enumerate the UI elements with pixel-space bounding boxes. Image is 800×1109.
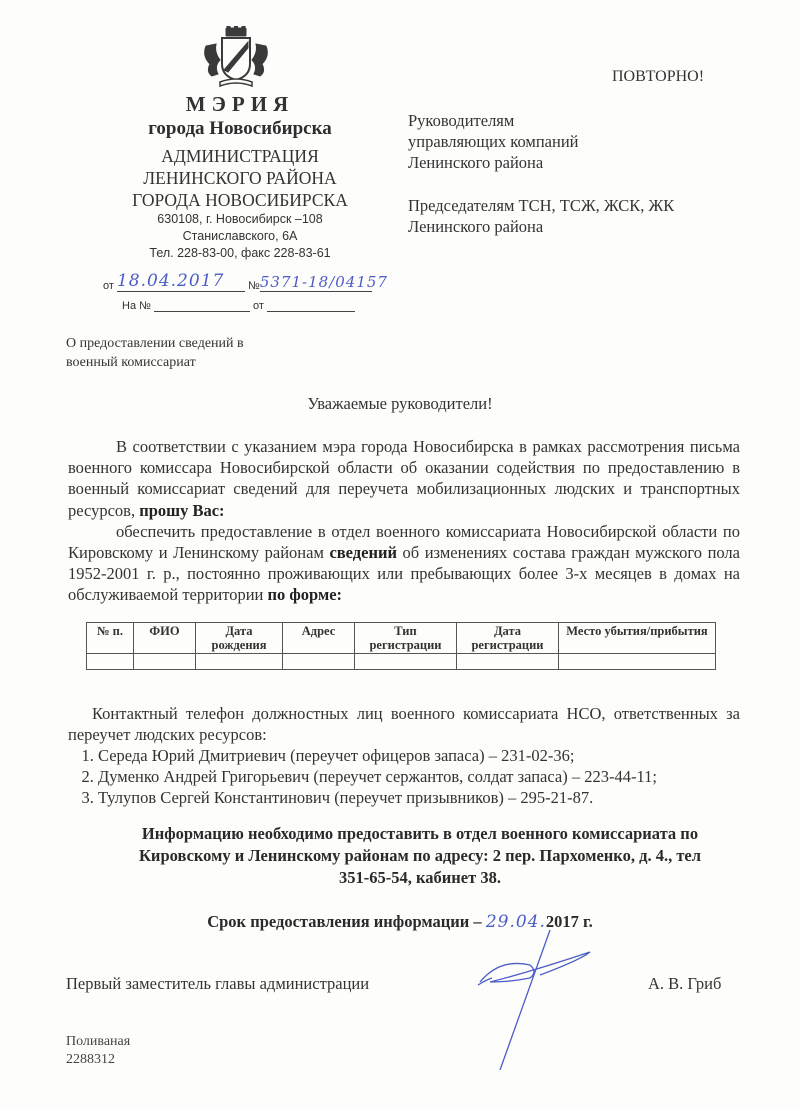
- table-row: [87, 654, 716, 670]
- contacts-section: [68, 703, 740, 808]
- contacts-list: [68, 745, 740, 808]
- body-paragraph-1: В соответствии с указанием мэра города Новосибирска в рамках рассмотрения письма военного комиссара Новосибирской области об оказании содействия по предоставлению в военный комиссариат сведений для переучета мобилизационных людских и транспортных ресурсов, прошу Вас:: [68, 437, 740, 520]
- salutation: Уважаемые руководители!: [307, 394, 493, 413]
- list-item: 1. Середа Юрий Дмитриевич (переучет офицеров запаса) – 231-02-36;: [98, 745, 740, 766]
- body-paragraph-2: обеспечить предоставление в отдел военного комиссариата Новосибирской области по Кировскому и Ленинскому районам сведений об изменениях состава граждан мужского пола 1952-2001 г. р., постоянно проживающих или пребывающих более 3-х месяцев в домах на обслуживаемой территории по форме:: [68, 521, 740, 605]
- column-header: Дата рождения: [196, 623, 283, 654]
- report-form-table: [86, 622, 716, 670]
- addressee-block-1: Руководителям управляющих компаний Ленинского района: [408, 111, 579, 172]
- outgoing-date-field: 18.04.2017: [117, 271, 245, 292]
- coat-of-arms-icon: [200, 26, 272, 92]
- city-title: города Новосибирска: [148, 118, 332, 139]
- executor-info: [66, 1033, 130, 1069]
- column-header: Тип регистрации: [355, 623, 457, 654]
- contacts-intro: Контактный телефон должностных лиц военного комиссариата НСО, ответственных за переучет людских ресурсов:: [68, 704, 740, 744]
- deadline-handwritten-date: 29.04.: [485, 912, 546, 932]
- reply-reference-line: На № от: [122, 300, 355, 312]
- signer-title: Первый заместитель главы администрации: [66, 974, 370, 993]
- letter-body: [68, 436, 740, 606]
- handwritten-signature-icon: [470, 930, 610, 1070]
- reply-number-field: [154, 311, 250, 312]
- submission-info: Информацию необходимо предоставить в отдел военного комиссариата по Кировскому и Ленинскому районам по адресу: 2 пер. Пархоменко, д. 4., тел 351-65-54, кабинет 38.: [138, 824, 702, 887]
- administration-address: 630108, г. Новосибирск –108 Станиславского, 6А Тел. 228-83-00, факс 228-83-61: [149, 212, 331, 260]
- signer-name: А. В. Гриб: [648, 974, 722, 993]
- list-item: 2. Думенко Андрей Григорьевич (переучет сержантов, солдат запаса) – 223-44-11;: [98, 766, 740, 787]
- column-header: ФИО: [134, 623, 196, 654]
- list-item: 3. Тулупов Сергей Константинович (переучет призывников) – 295-21-87.: [98, 787, 740, 808]
- executor-name: Поливаная: [66, 1034, 131, 1049]
- mayor-office-title: МЭРИЯ: [185, 92, 295, 116]
- column-header: Адрес: [283, 623, 355, 654]
- deadline-line: Срок предоставления информации – 29.04.2017 г.: [207, 912, 593, 932]
- column-header: № п.: [87, 623, 134, 654]
- addressee-block-2: Председателям ТСН, ТСЖ, ЖСК, ЖК Ленинского района: [408, 196, 675, 236]
- table-header-row: [87, 623, 716, 654]
- outgoing-number-field: 5371-18/04157: [259, 273, 388, 291]
- column-header: Дата регистрации: [457, 623, 559, 654]
- registration-line: от 18.04.2017 №5371-18/04157: [103, 271, 388, 292]
- letter-subject: О предоставлении сведений в военный комиссариат: [66, 336, 244, 370]
- administration-title: АДМИНИСТРАЦИЯ ЛЕНИНСКОГО РАЙОНА ГОРОДА НОВОСИБИРСКА: [132, 146, 348, 210]
- reply-date-field: [267, 311, 355, 312]
- column-header: Место убытия/прибытия: [559, 623, 716, 654]
- repeat-mark: ПОВТОРНО!: [612, 68, 705, 85]
- executor-phone: 2288312: [66, 1052, 115, 1067]
